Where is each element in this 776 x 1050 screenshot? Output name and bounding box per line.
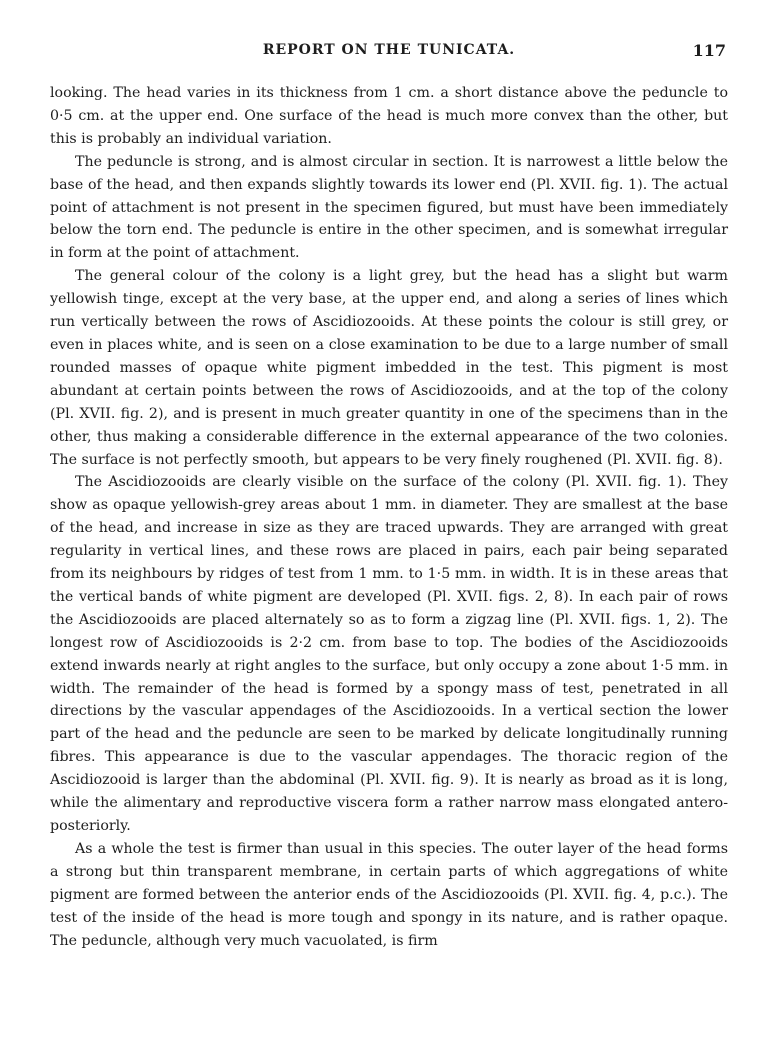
running-header [50, 42, 728, 70]
document-page [50, 42, 728, 952]
page-number: 117 [692, 41, 726, 60]
paragraph-ascidiozooids: The Ascidiozooids are clearly visible on the surface of the colony (Pl. XVII. fig. 1). They show as opaque yellowish-grey areas about 1 mm. in diameter. They are smallest at the base of the head, and increase in size as they are traced upwards. They are arranged with great regularity in vertical lines, and these rows are placed in pairs, each pair being separated from its neighbours by ridges of test from 1 mm. to 1·5 mm. in width. It is in these areas that the vertical bands of white pigment are developed (Pl. XVII. figs. 2, 8). In each pair of rows the Ascidiozooids are placed alternately so as to form a zigzag line (Pl. XVII. figs. 1, 2). The longest row of Ascidiozooids is 2·2 cm. from base to top. The bodies of the Ascidiozooids extend inwards nearly at right angles to the surface, but only occupy a zone about 1·5 mm. in width. The remainder of the head is formed by a spongy mass of test, penetrated in all directions by the vascular appendages of the Ascidiozooids. In a vertical section the lower part of the head and the peduncle are seen to be marked by delicate longitudinally running fibres. This appearance is due to the vascular appendages. The thoracic region of the Ascidiozooid is larger than the abdominal (Pl. XVII. fig. 9). It is nearly as broad as it is long, while the alimentary and reproductive viscera form a rather narrow mass elongated antero-posteriorly. [50, 474, 728, 834]
paragraph-peduncle: The peduncle is strong, and is almost circular in section. It is narrowest a little below the base of the head, and then expands slightly towards its lower end (Pl. XVII. fig. 1). The actual point of attachment is not present in the specimen figured, but must have been immediately below the torn end. The peduncle is entire in the other specimen, and is somewhat irregular in form at the point of attachment. [50, 153, 728, 262]
paragraph-test: As a whole the test is firmer than usual in this species. The outer layer of the head forms a strong but thin transparent membrane, in certain parts of which aggregations of white pigment are formed between the anterior ends of the Ascidiozooids (Pl. XVII. fig. 4, p.c.). The test of the inside of the head is more tough and spongy in its nature, and is rather opaque. The peduncle, although very much vacuolated, is firm [50, 840, 728, 949]
paragraph-colour: The general colour of the colony is a light grey, but the head has a slight but warm yellowish tinge, except at the very base, at the upper end, and along a series of lines which run vertically between the rows of Ascidiozooids. At these points the colour is still grey, or even in places white, and is seen on a close examination to be due to a large number of small rounded masses of opaque white pigment imbedded in the test. This pigment is most abundant at certain points between the rows of Ascidiozooids, and at the top of the colony (Pl. XVII. fig. 2), and is present in much greater quantity in one of the specimens than in the other, thus making a considerable difference in the external appearance of the two colonies. The surface is not perfectly smooth, but appears to be very finely roughened (Pl. XVII. fig. 8). [50, 268, 728, 468]
body-text [50, 82, 728, 952]
paragraph-continuation: looking. The head varies in its thickness from 1 cm. a short distance above the peduncle to 0·5 cm. at the upper end. One surface of the head is much more convex than the other, but this is probably an individual variation. [50, 85, 728, 147]
running-title: REPORT ON THE TUNICATA. [262, 42, 516, 58]
